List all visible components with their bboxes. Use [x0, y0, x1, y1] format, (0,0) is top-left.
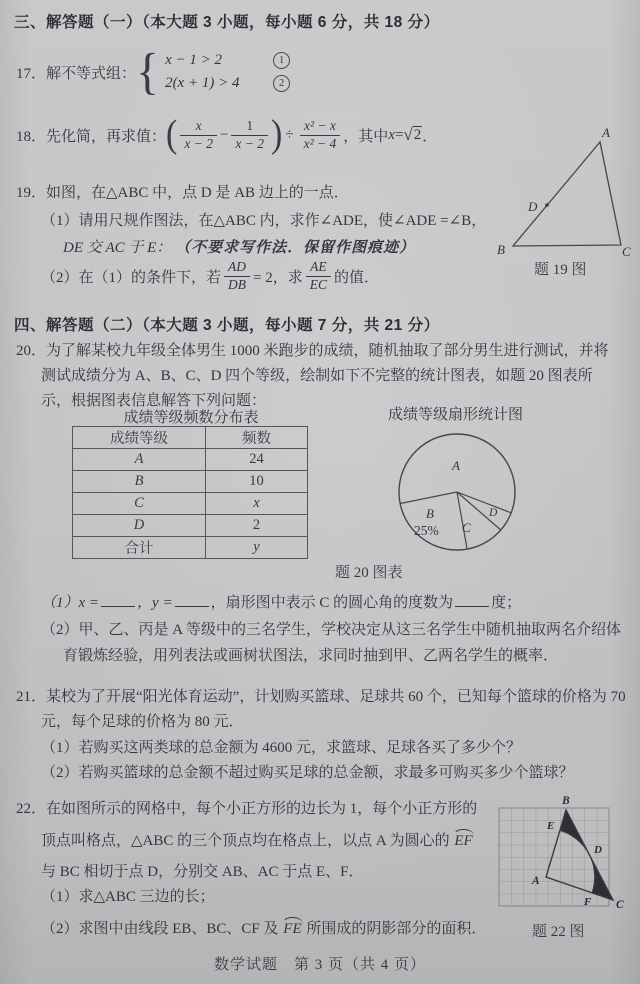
freq-table-title: 成绩等级频数分布表: [123, 410, 259, 426]
figure-22-grid: [496, 792, 630, 916]
table-row: [73, 471, 308, 493]
section3-heading: 三、解答题（一）（本大题 3 小题，每小题 6 分，共 18 分）: [14, 14, 440, 31]
p18-frac3-num: x² − x: [303, 117, 336, 133]
p17-eq2: 2(x + 1) > 4: [165, 75, 240, 91]
label-f22: F: [584, 896, 592, 908]
table-row: [73, 493, 308, 515]
p17-tag2: 2: [273, 75, 290, 92]
problem-18: 18．先化简，再求值： ( $\frac{x}{x - 2}$ − $\frac{1}{x - 2}$ ) ÷ $\frac{\text{x² − x}}{\text{x² − 4}}$ ，其中 x = √ 2 ．: [16, 113, 438, 156]
cell-count-total: y: [206, 537, 308, 559]
p18-tail: ，其中: [343, 128, 389, 145]
label-a22: A: [532, 875, 540, 887]
cell-grade-d: D: [73, 515, 206, 537]
pie-line-ab: [400, 492, 457, 504]
p20-line1: 20．为了解某校九年级全体男生 1000 米跑步的成绩，随机抽取了部分男生进行测试，并将: [16, 343, 609, 359]
p20-item1-b: ，y =: [137, 595, 173, 611]
pie-label-b-pct: 25%: [414, 523, 439, 538]
freq-header-grade: 成绩等级: [73, 427, 206, 449]
p20-item2b: 育锻炼经验，用列表法或画树状图法，求同时抽到甲、乙两名学生的概率．: [63, 648, 559, 664]
pie-label-c: C: [462, 520, 471, 535]
p17-eq1: x − 1 > 2: [165, 52, 222, 68]
cell-grade-b: B: [73, 471, 206, 493]
p18-label: 18．先化简，再求值：: [16, 128, 167, 145]
figure-19-triangle: [492, 122, 638, 258]
label-d: D: [528, 199, 538, 214]
p19-item2-b: = 2，求: [253, 269, 303, 286]
label-a: A: [602, 125, 610, 140]
pie-chart-title: 成绩等级扇形统计图: [388, 407, 524, 423]
section4-heading: 四、解答题（二）（本大题 3 小题，每小题 7 分，共 21 分）: [14, 317, 440, 334]
p19-frac2: [306, 260, 331, 293]
freq-header-count: 频数: [206, 427, 308, 449]
table-row: [73, 537, 308, 559]
table-row: [73, 449, 308, 471]
p19-item2-a: （2）在（1）的条件下，若: [41, 269, 222, 286]
label-e22: E: [547, 820, 555, 832]
label-b: B: [497, 242, 505, 257]
point-d-dot: [545, 203, 549, 207]
p22-line3: 与 BC 相切于点 D，分别交 AB、AC 于点 E、F．: [41, 864, 364, 880]
blank-x: [101, 593, 135, 607]
p19-frac2-den: EC: [306, 276, 331, 293]
p19-item1: （1）请用尺规作图法，在△ABC 内，求作∠ADE，使∠ADE =∠B，: [41, 213, 487, 229]
p18-frac2: [231, 119, 268, 152]
table-row: [73, 515, 308, 537]
p18-var: x: [388, 126, 395, 143]
blank-angle: [455, 593, 489, 607]
p21-line1: 21．某校为了开展“阳光体育运动”，计划购买篮球、足球共 60 个，已知每个篮球的价格为 70: [16, 689, 626, 705]
p21-item1: （1）若购买这两类球的总金额为 4600 元，求篮球、足球各买了多少个？: [41, 740, 522, 756]
p22-arc-ef: EF: [454, 833, 473, 849]
p19-frac1: [224, 260, 250, 293]
problem-17: 17．解不等式组： { x − 1 > 2 1 2(x + 1) > 4 2: [16, 44, 290, 100]
p18-divide: ÷: [285, 126, 294, 143]
p20-item1-c: ，扇形图中表示 C 的圆心角的度数为: [210, 595, 454, 611]
p19-item1b-head: DE 交 AC 于 E：: [63, 240, 172, 256]
p18-frac1-den: x − 2: [180, 135, 217, 152]
blank-y: [175, 593, 209, 607]
pie-label-d: D: [489, 507, 498, 519]
p22-item2-a: （2）求图中由线段 EB、BC、CF 及: [41, 921, 283, 937]
p18-minus: −: [219, 126, 229, 143]
p21-item2: （2）若购买篮球的总金额不超过购买足球的总金额，求最多可购买多少个篮球？: [41, 765, 574, 781]
label-c22: C: [616, 899, 624, 911]
p18-frac3-den: x² − 4: [300, 135, 341, 152]
p19-frac1-den: DB: [224, 276, 250, 293]
p22-line2: [41, 829, 474, 850]
p21-line2: 元，每个足球的价格为 80 元．: [41, 714, 244, 730]
p18-sqrt-symbol: √: [403, 125, 413, 144]
p18-equals: =: [394, 126, 404, 143]
p19-line1: 19．如图，在△ABC 中，点 D 是 AB 边上的一点．: [16, 185, 349, 201]
p17-system: [165, 52, 290, 92]
p22-item2-b: 所围成的阴影部分的面积．: [302, 921, 487, 937]
p22-line1: 22．在如图所示的网格中，每个小正方形的边长为 1，每个小正方形的: [16, 801, 478, 817]
p22-arc-fe: FE: [283, 921, 302, 937]
p20-item1: [41, 591, 521, 612]
cell-count-d: 2: [206, 515, 308, 537]
p18-frac2-num: 1: [246, 117, 254, 133]
cell-grade-c: C: [73, 493, 206, 515]
p18-period: ．: [422, 128, 438, 145]
cell-count-b: 10: [206, 471, 308, 493]
p20-item1-a: （1）x =: [41, 595, 100, 611]
p19-frac1-num: AD: [228, 258, 247, 274]
label-c: C: [622, 244, 631, 258]
p19-item2: [41, 258, 379, 294]
pie-label-a: A: [452, 458, 460, 473]
freq-table-header-row: [73, 427, 308, 449]
cell-grade-total: 合计: [73, 537, 206, 559]
pie-label-b: B: [426, 506, 434, 521]
label-d22: D: [594, 844, 602, 856]
p18-frac3: [300, 119, 341, 152]
p19-frac2-num: AE: [310, 258, 327, 274]
p17-label: 17．解不等式组：: [16, 65, 137, 82]
pie-chart: [350, 420, 580, 558]
p20-item1-d: 度；: [491, 595, 522, 611]
p19-item2-c: 的值．: [334, 269, 380, 286]
p22-item2: [41, 917, 486, 938]
p17-tag1: 1: [273, 52, 290, 69]
p19-item1b-note: （不要求写作法．保留作图痕迹）: [175, 240, 416, 256]
p22-line2-a: 顶点叫格点，△ABC 的三个顶点均在格点上，以点 A 为圆心的: [41, 833, 454, 849]
cell-count-c: x: [206, 493, 308, 515]
figure-22-caption: 题 22 图: [532, 924, 585, 940]
page-footer: 数学试题 第 3 页（共 4 页）: [213, 957, 426, 973]
cell-grade-a: A: [73, 449, 206, 471]
p18-frac1: [180, 119, 217, 152]
p20-line3: 示，根据图表信息解答下列问题：: [41, 393, 267, 409]
p20-line2: 测试成绩分为 A、B、C、D 四个等级，绘制如下不完整的统计图表，如题 20 图表所: [41, 368, 593, 384]
p18-frac2-den: x − 2: [231, 135, 268, 152]
figure-20-caption: 题 20 图表: [335, 565, 403, 581]
p20-item2: （2）甲、乙、丙是 A 等级中的三名学生，学校决定从这三名学生中随机抽取两名介绍体: [41, 622, 622, 638]
p22-item1: （1）求△ABC 三边的长；: [41, 889, 215, 905]
figure-19-caption: 题 19 图: [534, 262, 587, 278]
label-b22: B: [562, 795, 570, 807]
p18-frac1-num: x: [195, 117, 202, 133]
freq-table: [72, 426, 308, 559]
p19-item1b: [63, 236, 415, 257]
pie-line-da: [457, 492, 511, 513]
triangle-abc: [513, 142, 621, 246]
p18-radicand: 2: [413, 127, 422, 143]
cell-count-a: 24: [206, 449, 308, 471]
